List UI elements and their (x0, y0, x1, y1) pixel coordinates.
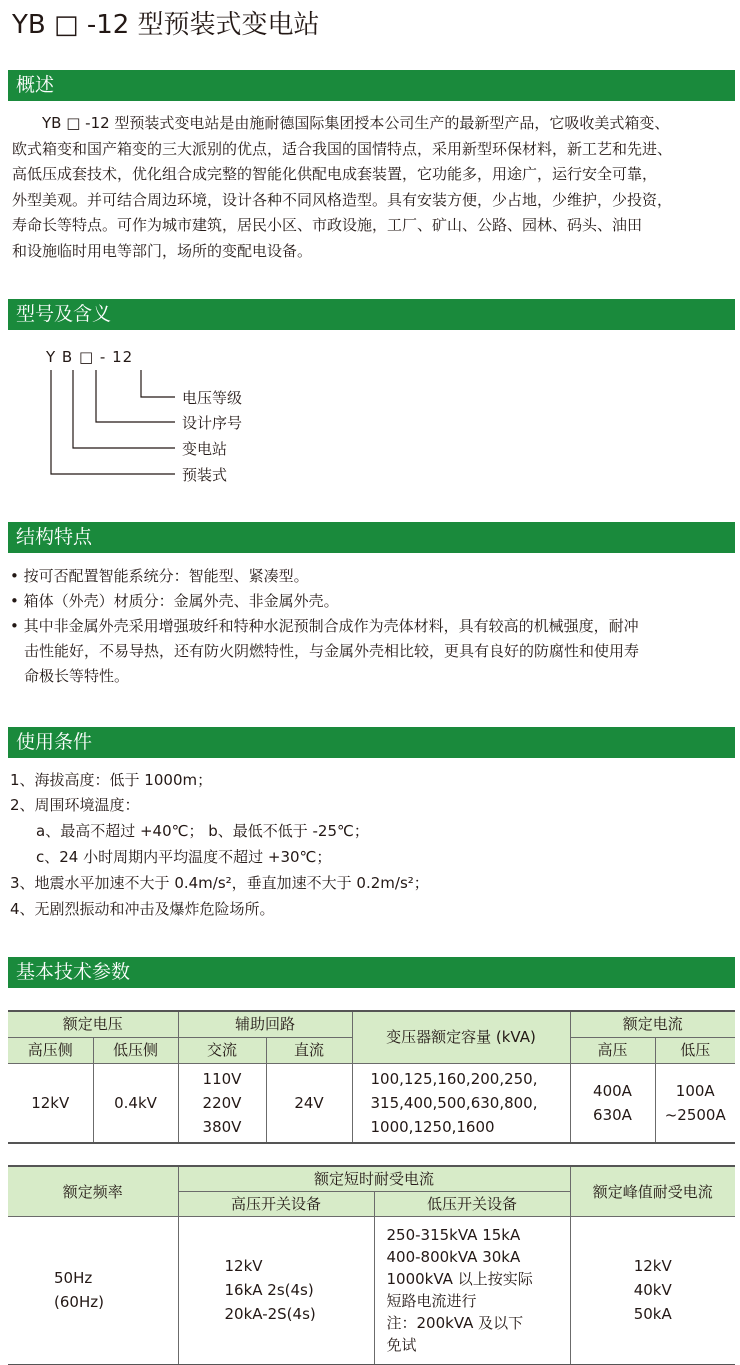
header-dc: 直流 (266, 1037, 352, 1063)
cell-lv-switch: 250-315kVA 15kA 400-800kVA 30kA 1000kVA 以上按实际 短路电流进行 注：200kVA 及以下 免试 (374, 1217, 570, 1365)
overview-line: 寿命长等特点。可作为城市建筑，居民小区、市政设施，工厂、矿山、公路、园林、码头、油田 (12, 216, 643, 234)
cell-dc: 24V (266, 1063, 352, 1143)
overview-line: 外型美观。并可结合周边环境，设计各种不同风格造型。具有安装方便，少占地，少维护，少投资， (12, 190, 673, 209)
model-bracket-lines (0, 340, 360, 495)
model-label-voltage: 电压等级 (182, 389, 243, 407)
header-short-time: 额定短时耐受电流 (178, 1166, 570, 1192)
header-lv-switch: 低压开关设备 (374, 1192, 570, 1217)
overview-paragraph (12, 111, 730, 264)
overview-line: 高低压成套技术，优化组合成完整的智能化供配电成套装置，它功能多，用途广，运行安全可靠， (12, 165, 658, 183)
header-peak: 额定峰值耐受电流 (570, 1166, 735, 1217)
header-rated-current: 额定电流 (570, 1011, 735, 1037)
cell-ac: 110V 220V 380V (178, 1063, 266, 1143)
page-title: YB □ -12 型预装式变电站 (12, 10, 320, 40)
header-lv: 低压 (655, 1037, 735, 1063)
overview-line: 和设施临时用电等部门，场所的变配电设备。 (12, 241, 313, 260)
structure-bullet-list (10, 564, 732, 689)
overview-line: YB □ -12 型预装式变电站是由施耐德国际集团授本公司生产的最新型产品，它吸收美式箱变、 (42, 114, 670, 132)
list-item-continuation: 击性能好，不易导热，还有防火阴燃特性，与金属外壳相比较，更具有良好的防腐性和使用寿 (24, 642, 640, 660)
condition-subitem: a、最高不超过 +40℃； b、最低不低于 -25℃； (36, 822, 369, 840)
cell-current-hv: 400A 630A (570, 1063, 655, 1143)
condition-item: 3、地震水平加速不大于 0.4m/s²，垂直加速不大于 0.2m/s²； (10, 874, 429, 892)
condition-item: 2、周围环境温度： (10, 796, 140, 814)
cell-hv-side: 12kV (8, 1063, 93, 1143)
header-aux-circuit: 辅助回路 (178, 1011, 352, 1037)
cell-peak: 12kV 40kV 50kA (570, 1217, 735, 1365)
params-table-1 (8, 1010, 735, 1144)
header-lv-side: 低压侧 (93, 1037, 178, 1063)
section-header-structure: 结构特点 (8, 522, 735, 553)
model-label-substation: 变电站 (182, 440, 228, 458)
section-header-overview: 概述 (8, 70, 735, 101)
header-ac: 交流 (178, 1037, 266, 1063)
cell-freq: 50Hz (60Hz) (8, 1217, 178, 1365)
condition-subitem: c、24 小时周期内平均温度不超过 +30℃； (36, 848, 332, 866)
overview-line: 欧式箱变和国产箱变的三大派别的优点，适合我国的国情特点，采用新型环保材料，新工艺和先进、 (12, 139, 673, 158)
header-capacity: 变压器额定容量 (kVA) (352, 1011, 570, 1063)
list-item: • 箱体（外壳）材质分：金属外壳、非金属外壳。 (10, 592, 339, 610)
params-table-2 (8, 1165, 735, 1365)
header-hv-side: 高压侧 (8, 1037, 93, 1063)
header-rated-voltage: 额定电压 (8, 1011, 178, 1037)
list-item: • 其中非金属外壳采用增强玻纤和特种水泥预制合成作为壳体材料，具有较高的机械强度，耐冲 (10, 617, 639, 635)
cell-hv-switch: 12kV 16kA 2s(4s) 20kA-2S(4s) (178, 1217, 374, 1365)
model-code: Y B □ - 12 (46, 348, 134, 366)
condition-item: 1、海拔高度：低于 1000m； (10, 771, 213, 789)
model-code-diagram (0, 340, 360, 495)
model-label-design: 设计序号 (182, 414, 243, 432)
cell-current-lv: 100A ~2500A (655, 1063, 735, 1143)
model-label-prefab: 预装式 (182, 466, 228, 484)
condition-item: 4、无剧烈振动和冲击及爆炸危险场所。 (10, 900, 275, 918)
list-item-continuation: 命极长等特性。 (24, 667, 130, 685)
header-freq: 额定频率 (8, 1166, 178, 1217)
section-header-conditions: 使用条件 (8, 727, 735, 758)
cell-capacity: 100,125,160,200,250, 315,400,500,630,800, 1000,1250,1600 (352, 1063, 570, 1143)
section-header-params: 基本技术参数 (8, 957, 735, 988)
header-hv: 高压 (570, 1037, 655, 1063)
cell-lv-side: 0.4kV (93, 1063, 178, 1143)
section-header-model: 型号及含义 (8, 299, 735, 330)
list-item: • 按可否配置智能系统分：智能型、紧凑型。 (10, 567, 309, 585)
header-hv-switch: 高压开关设备 (178, 1192, 374, 1217)
